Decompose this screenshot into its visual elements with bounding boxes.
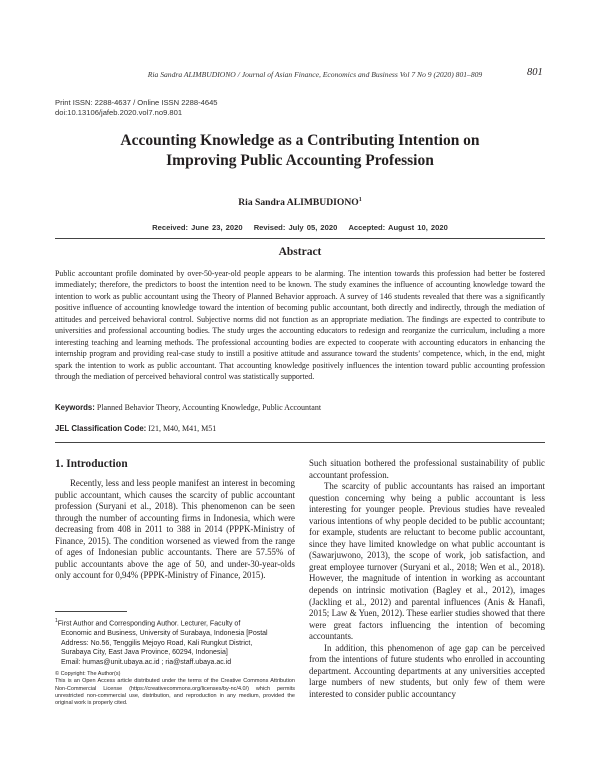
received-date: Received: June 23, 2020	[152, 223, 243, 232]
doi-line: doi:10.13106/jafeb.2020.vol7.no9.801	[55, 108, 183, 117]
jel-text: I21, M40, M41, M51	[148, 424, 217, 433]
author-footnote-mark: 1	[358, 197, 362, 203]
accepted-date: Accepted: August 10, 2020	[348, 223, 448, 232]
keywords-label: Keywords:	[55, 403, 95, 412]
divider-top	[55, 238, 545, 239]
page-number: 801	[527, 67, 543, 78]
intro-paragraph: Recently, less and less people manifest an interest in becoming public accountant, which causes the scarcity of public accountant profession (Suryani et al., 2018). This phenomenon can be seen through the number of accounting firms in Indonesia, which were decreasing from 408 in 2011 to 388 in 2014 (PPPK-Ministry of Finance, 2015). The condition worsened as viewed from the range of ages of Indonesian public accountants. There are 57.55% of public accountants above the age of 50, and under-30-year-olds only account for 0,94% (PPPK-Ministry of Finance, 2015).	[55, 478, 295, 581]
article-dates	[55, 223, 545, 232]
title-line-2: Improving Public Accounting Profession	[166, 152, 434, 169]
revised-date: Revised: July 05, 2020	[253, 223, 338, 232]
footnote-line-2: Economic and Business, University of Surabaya, Indonesia [Postal	[61, 629, 268, 637]
abstract-text: Public accountant profile dominated by over-50-year-old people appears to be alarming. The intention towards this profession had better be fostered immediately; therefore, the predictors to boost the intention need to be known. The study examines the influence of accounting knowledge toward the intention to work as public accountant using the Theory of Planned Behavior approach. A survey of 146 students revealed that there was a significantly positive influence of accounting knowledge toward the intention of becoming public accountant, both directly and indirectly, through the mediation of attitudes and perceived behavioral control. Subjective norms did not function as an appropriate mediation. The findings are expected to contribute to universities and professional accounting bodies. The study urges the accounting educators to redesign and reorganize the curriculum, including a more interesting teaching and learning methods. The professional accounting bodies are expected to cooperate with accounting educators in enhancing the internship program and providing real-case study to instill a positive attitude and assurance toward the students’ competence, which, in the end, might spark the intention to work as public accountant. That accounting knowledge positively influences the intention toward public accounting profession through the mediation of perceived behavioral control was statistically supported.	[55, 269, 545, 382]
footnote	[55, 617, 295, 667]
title-line-1: Accounting Knowledge as a Contributing Intention on	[120, 132, 480, 149]
copyright-line: © Copyright: The Author(s)	[55, 671, 121, 677]
keywords-line	[55, 403, 545, 412]
footnote-rule	[55, 611, 127, 612]
right-paragraph-1: Such situation bothered the professional sustainability of public accountant profession.	[309, 458, 545, 480]
author-name: Ria Sandra ALIMBUDIONO	[238, 197, 359, 209]
section-heading: 1. Introduction	[55, 458, 128, 470]
footnote-line-4: Surabaya City, East Java Province, 60294, Indonesia]	[61, 649, 228, 657]
footnote-email: Email: humas@unit.ubaya.ac.id ; ria@staff.ubaya.ac.id	[61, 658, 232, 666]
paper-title	[55, 131, 545, 171]
divider-bottom	[55, 442, 545, 443]
right-paragraph-3: In addition, this phenomenon of age gap can be perceived from the intentions of future students who enrolled in accounting department. Accounting departments at any universities accepted large numbers of new students, but only few of them were interested to consider public accountancy	[309, 642, 545, 699]
copyright-notice	[55, 671, 295, 707]
right-column	[309, 458, 545, 700]
left-column	[55, 478, 295, 582]
right-paragraph-2: The scarcity of public accountants has raised an important question concerning why being a public accountant is less interesting for younger people. Previous studies have revealed various intentions of why people decided to be public accountant; for example, students are reluctant to become public accountant, since they have limited knowledge on what public accountant is (Sawarjuwono, 2013), the scope of work, job satisfaction, and great employee turnover (Suryani et al., 2018; Wen et al., 2018). However, the magnitude of intention in working as accountant depends on intrinsic motivation (Bagley et al., 2012), images (Jackling et al., 2012) and parental influences (Anis & Hanafi, 2015; Law & Yuen, 2012). These earlier studies showed that there were great factors influencing the intention of becoming accountants.	[309, 481, 545, 642]
jel-label: JEL Classification Code:	[55, 424, 147, 433]
author-line	[55, 197, 545, 208]
issn-line: Print ISSN: 2288-4637 / Online ISSN 2288-4645	[55, 98, 218, 107]
keywords-text: Planned Behavior Theory, Accounting Knowledge, Public Accountant	[96, 403, 322, 412]
abstract-heading: Abstract	[278, 246, 322, 258]
footnote-line-1: $^1$First Author and Corresponding Author. Lecturer, Faculty of	[55, 618, 241, 628]
issn-block	[55, 98, 218, 118]
footnote-mark: 1	[55, 618, 58, 624]
running-head: Ria Sandra ALIMBUDIONO / Journal of Asian Finance, Economics and Business Vol 7 No 9 (2020) 801–809	[147, 70, 483, 79]
footnote-line-3: Address: No.56, Tenggilis Mejoyo Road, Kali Rungkut District,	[61, 639, 253, 647]
license-text: This is an Open Access article distributed under the terms of the Creative Commons Attribution Non-Commercial License (https://creativecommons.org/licenses/by-nc/4.0/) which permits unrestricted non-commercial use, distribution, and reproduction in any medium, provided the original work is properly cited.	[55, 678, 295, 707]
jel-line	[55, 424, 545, 433]
